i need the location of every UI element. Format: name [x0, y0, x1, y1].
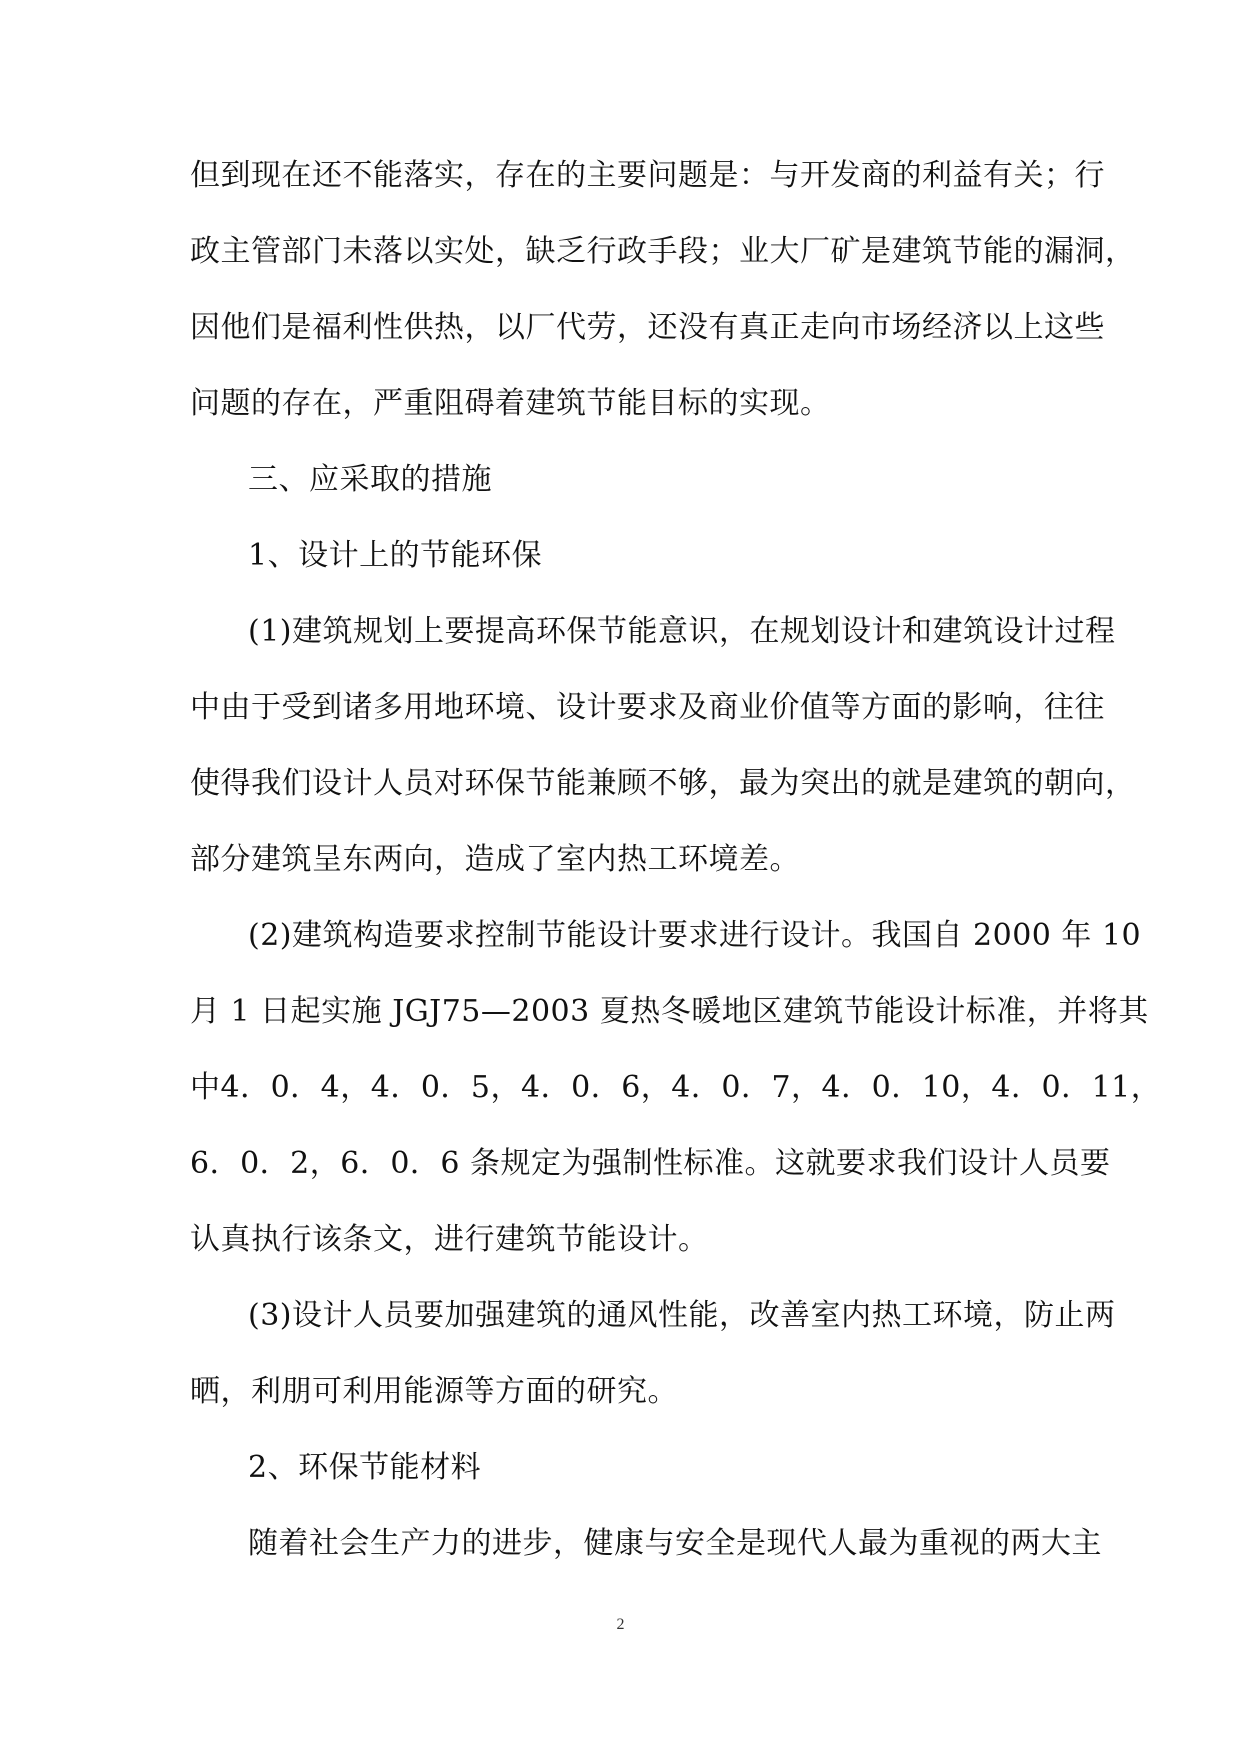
text-line: 晒，利朋可利用能源等方面的研究。	[190, 1374, 678, 1409]
page-number: 2	[616, 1616, 625, 1633]
subsection-heading: 2、环保节能材料	[248, 1450, 482, 1485]
text-line: 使得我们设计人员对环保节能兼顾不够，最为突出的就是建筑的朝向，	[190, 766, 1136, 801]
text-line: 因他们是福利性供热，以厂代劳，还没有真正走向市场经济以上这些	[190, 310, 1105, 345]
body-text	[190, 138, 1162, 1582]
subsection-heading: 1、设计上的节能环保	[248, 538, 543, 573]
text-line: 认真执行该条文，进行建筑节能设计。	[190, 1222, 709, 1257]
text-line: 月 1 日起实施 JGJ75—2003 夏热冬暖地区建筑节能设计标准，并将其	[190, 994, 1149, 1029]
text-line: 中由于受到诸多用地环境、设计要求及商业价值等方面的影响，往往	[190, 690, 1105, 725]
text-line: 政主管部门未落以实处，缺乏行政手段；业大厂矿是建筑节能的漏洞，	[190, 234, 1136, 269]
text-line: 随着社会生产力的进步，健康与安全是现代人最为重视的两大主	[248, 1526, 1102, 1561]
text-line: 部分建筑呈东两向，造成了室内热工环境差。	[190, 842, 800, 877]
text-line: (3)设计人员要加强建筑的通风性能，改善室内热工环境，防止两	[248, 1298, 1116, 1333]
text-line: 6．0．2，6．0．6 条规定为强制性标准。这就要求我们设计人员要	[190, 1146, 1111, 1181]
text-line: 但到现在还不能落实，存在的主要问题是：与开发商的利益有关；行	[190, 158, 1105, 193]
text-line: 中4．0．4，4．0．5，4．0．6，4．0．7，4．0．10，4．0．11，	[190, 1070, 1162, 1105]
text-line: (2)建筑构造要求控制节能设计要求进行设计。我国自 2000 年 10	[248, 918, 1142, 953]
text-line: 问题的存在，严重阻碍着建筑节能目标的实现。	[190, 386, 831, 421]
section-heading: 三、应采取的措施	[248, 462, 492, 497]
text-line: (1)建筑规划上要提高环保节能意识，在规划设计和建筑设计过程	[248, 614, 1116, 649]
